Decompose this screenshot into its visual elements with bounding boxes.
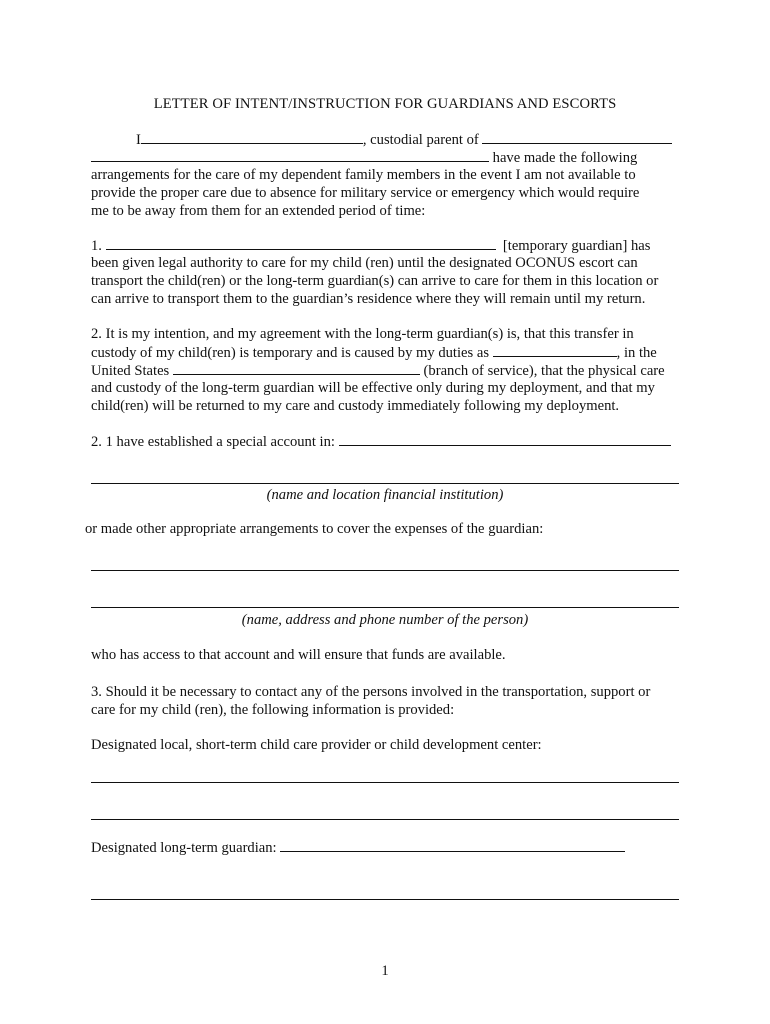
intro-line-3: arrangements for the care of my dependent family members in the event I am not available to (91, 167, 636, 183)
intro-paragraph (91, 130, 691, 220)
intro-i-prefix: I (136, 132, 141, 148)
long-term-guardian-field[interactable] (280, 838, 625, 852)
intro-line-4: provide the proper care due to absence for military service or emergency which would require (91, 185, 640, 201)
children-names-field[interactable] (482, 130, 672, 144)
local-provider-field-1[interactable] (91, 782, 679, 783)
section-2-line-3a: United States (91, 363, 170, 379)
section-2-line-2a: custody of my child(ren) is temporary and is caused by my duties as (91, 345, 489, 361)
other-arrangements-line (85, 520, 685, 538)
section-2-line-5: child(ren) will be returned to my care and custody immediately following my deployment. (91, 398, 620, 414)
long-term-guardian-field-2[interactable] (91, 899, 679, 900)
section-3-line-1: 3. Should it be necessary to contact any of the persons involved in the transportation, support or (91, 684, 651, 700)
temporary-guardian-field[interactable] (106, 236, 496, 250)
special-account-field[interactable] (339, 432, 671, 446)
access-line (91, 646, 691, 664)
section-3 (91, 683, 691, 719)
who-has-access-text: who has access to that account and will ensure that funds are available. (91, 647, 506, 663)
local-provider-line (91, 736, 691, 754)
section-1-line-3: transport the child(ren) or the long-term guardian(s) can arrive to care for them in this location or (91, 273, 659, 289)
long-term-guardian-label: Designated long-term guardian: (91, 840, 277, 856)
duties-field[interactable] (493, 343, 617, 357)
children-names-field-2[interactable] (91, 148, 489, 162)
guardian-expenses-field-1[interactable] (91, 570, 679, 571)
person-caption: (name, address and phone number of the person) (241, 612, 529, 628)
temporary-guardian-text: [temporary guardian] has (502, 238, 651, 254)
section-2 (91, 325, 691, 415)
parent-name-field[interactable] (141, 130, 363, 144)
other-arrangements-text: or made other appropriate arrangements to cover the expenses of the guardian: (85, 521, 544, 537)
section-3-line-2: care for my child (ren), the following information is provided: (91, 702, 455, 718)
intro-line-5: me to be away from them for an extended period of time: (91, 203, 426, 219)
section-1-line-2: been given legal authority to care for my child (ren) until the designated OCONUS escort can (91, 255, 638, 271)
special-account-label: 2. 1 have established a special account in: (91, 434, 335, 450)
financial-institution-field[interactable] (91, 483, 679, 484)
section-1-line-4: can arrive to transport them to the guardian’s residence where they will remain until my return. (91, 291, 646, 307)
custodial-parent-text: , custodial parent of (362, 132, 479, 148)
long-term-guardian-line (91, 838, 691, 856)
special-account-line (91, 432, 691, 450)
financial-institution-caption: (name and location financial institution) (266, 487, 504, 503)
local-provider-label: Designated local, short-term child care provider or child development center: (91, 737, 542, 753)
guardian-expenses-field-2[interactable] (91, 607, 679, 608)
branch-of-service-field[interactable] (173, 361, 420, 375)
section-2-line-4: and custody of the long-term guardian will be effective only during my deployment, and that my (91, 380, 655, 396)
section-2-line-2b: , in the (616, 345, 657, 361)
page-number: 1 (381, 963, 389, 979)
section-2-line-3b: (branch of service), that the physical care (423, 363, 665, 379)
have-made-text: have made the following (492, 150, 638, 166)
section-2-line-1: 2. It is my intention, and my agreement with the long-term guardian(s) is, that this transfer in (91, 326, 634, 342)
section-1 (91, 236, 691, 308)
document-title: LETTER OF INTENT/INSTRUCTION FOR GUARDIANS AND ESCORTS (153, 96, 617, 112)
local-provider-field-2[interactable] (91, 819, 679, 820)
section-1-number: 1. (91, 238, 102, 254)
